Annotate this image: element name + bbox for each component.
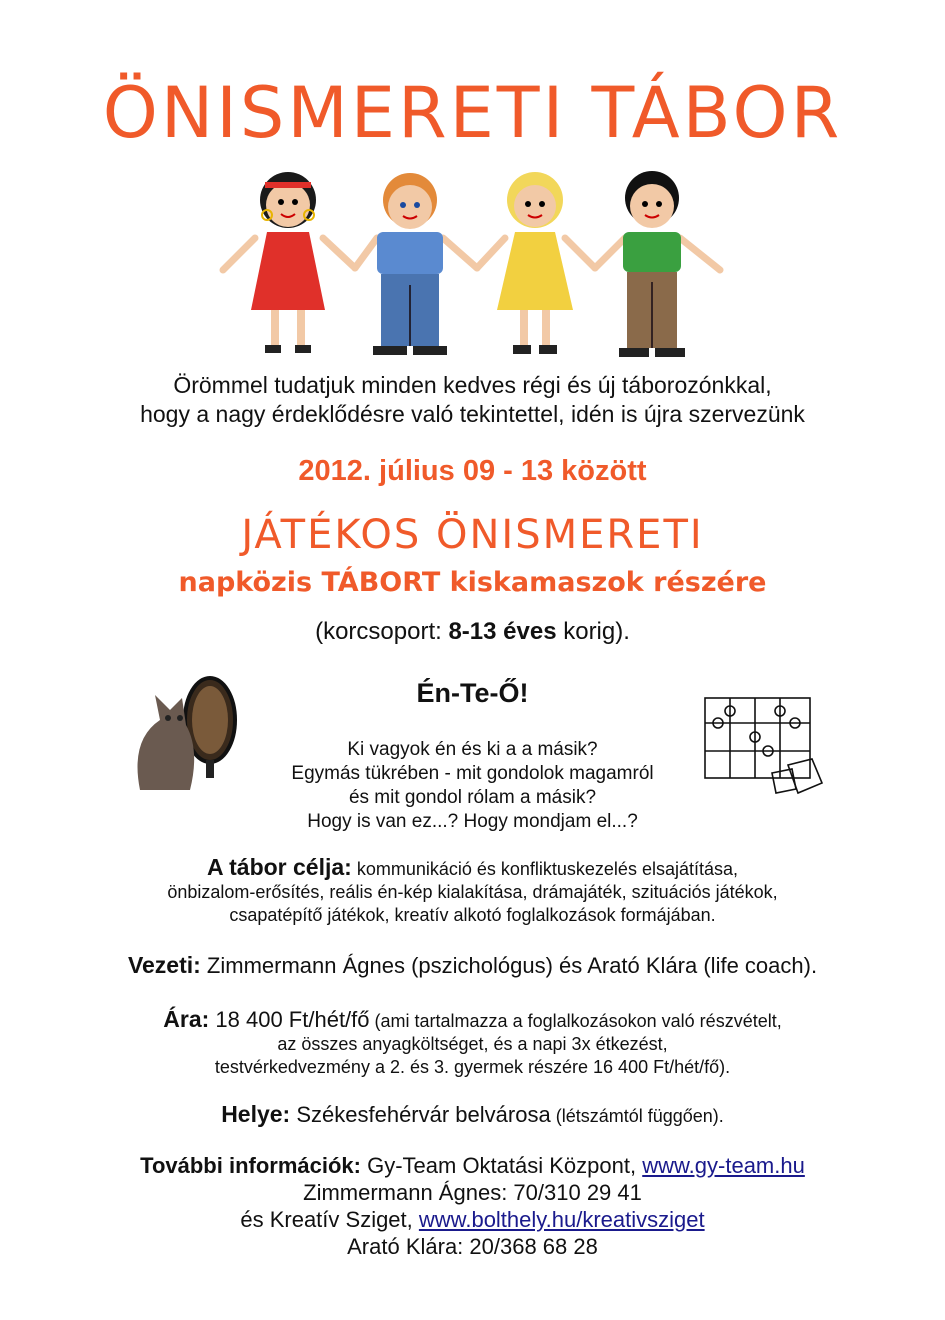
place-city: Székesfehérvár belvárosa [290, 1102, 551, 1127]
place-note: (létszámtól függően). [550, 1106, 724, 1126]
info-org-1: Gy-Team Oktatási Központ, [360, 1153, 643, 1178]
camp-name: JÁTÉKOS ÖNISMERETI [241, 512, 704, 558]
intro-line-1: Örömmel tudatjuk minden kedves régi és új táborozónkkal, [173, 372, 772, 398]
question-line: Ki vagyok én és ki a a másik? [347, 739, 598, 760]
gy-team-link[interactable]: www.gy-team.hu [642, 1153, 805, 1178]
question-line: és mit gondol rólam a másik? [348, 787, 597, 808]
camp-subtitle: napközis TÁBORT kiskamaszok részére [178, 567, 767, 598]
goal-label: A tábor célja: [206, 854, 352, 880]
camp-place [0, 1103, 945, 1128]
camp-goal [0, 856, 945, 927]
info-org-2: és Kreatív Sziget, [240, 1207, 419, 1232]
puzzle-illustration [700, 693, 830, 803]
kid-boy-green-shirt [619, 171, 685, 357]
price-text-3: testvérkedvezmény a 2. és 3. gyermek részére 16 400 Ft/hét/fő). [214, 1057, 731, 1077]
question-line: Hogy is van ez...? Hogy mondjam el...? [307, 811, 638, 832]
age-group [0, 618, 945, 646]
camp-leaders [0, 952, 945, 979]
goal-text-1: kommunikáció és konfliktuskezelés elsajátítása, [351, 859, 739, 879]
question-line: Egymás tükrében - mit gondolok magamról [291, 763, 654, 784]
age-prefix: (korcsoport: [315, 618, 449, 645]
price-label: Ára: [163, 1006, 210, 1032]
info-label: További információk: [140, 1153, 361, 1178]
goal-text-2: önbizalom-erősítés, reális én-kép kialakítása, drámajáték, szituációs játékok, [167, 882, 778, 902]
kid-girl-yellow-dress [497, 172, 573, 354]
camp-price [0, 1008, 945, 1079]
poster-title: ÖNISMERETI TÁBOR [102, 72, 843, 154]
place-label: Helye: [221, 1101, 291, 1127]
lead-label: Vezeti: [127, 952, 201, 978]
price-text-2: az összes anyagköltséget, és a napi 3x étkezést, [277, 1034, 668, 1054]
children-holding-hands-illustration [215, 160, 730, 365]
questions-block [230, 738, 715, 834]
kreativsziget-link[interactable]: www.bolthely.hu/kreativsziget [418, 1207, 705, 1232]
lead-text: Zimmermann Ágnes (pszichológus) és Arató Klára (life coach). [200, 953, 818, 978]
more-info [0, 1152, 945, 1260]
camp-dates: 2012. július 09 - 13 között [298, 455, 647, 487]
motto: Én-Te-Ő! [416, 678, 529, 708]
age-range: 8-13 éves [448, 618, 557, 645]
intro-line-2: hogy a nagy érdeklődésre való tekintettel, idén is újra szervezünk [140, 401, 805, 427]
age-suffix: korig). [556, 618, 630, 645]
info-contact-2: Arató Klára: 20/368 68 28 [347, 1234, 598, 1259]
info-contact-1: Zimmermann Ágnes: 70/310 29 41 [303, 1180, 642, 1205]
kid-girl-red-dress [251, 172, 325, 353]
goal-text-3: csapatépítő játékok, kreatív alkotó foglalkozások formájában. [229, 905, 716, 925]
price-amount: 18 400 Ft/hét/fő [209, 1007, 370, 1032]
kid-boy-blue-shirt [373, 173, 447, 355]
price-text-1: (ami tartalmazza a foglalkozásokon való részvételt, [369, 1011, 782, 1031]
